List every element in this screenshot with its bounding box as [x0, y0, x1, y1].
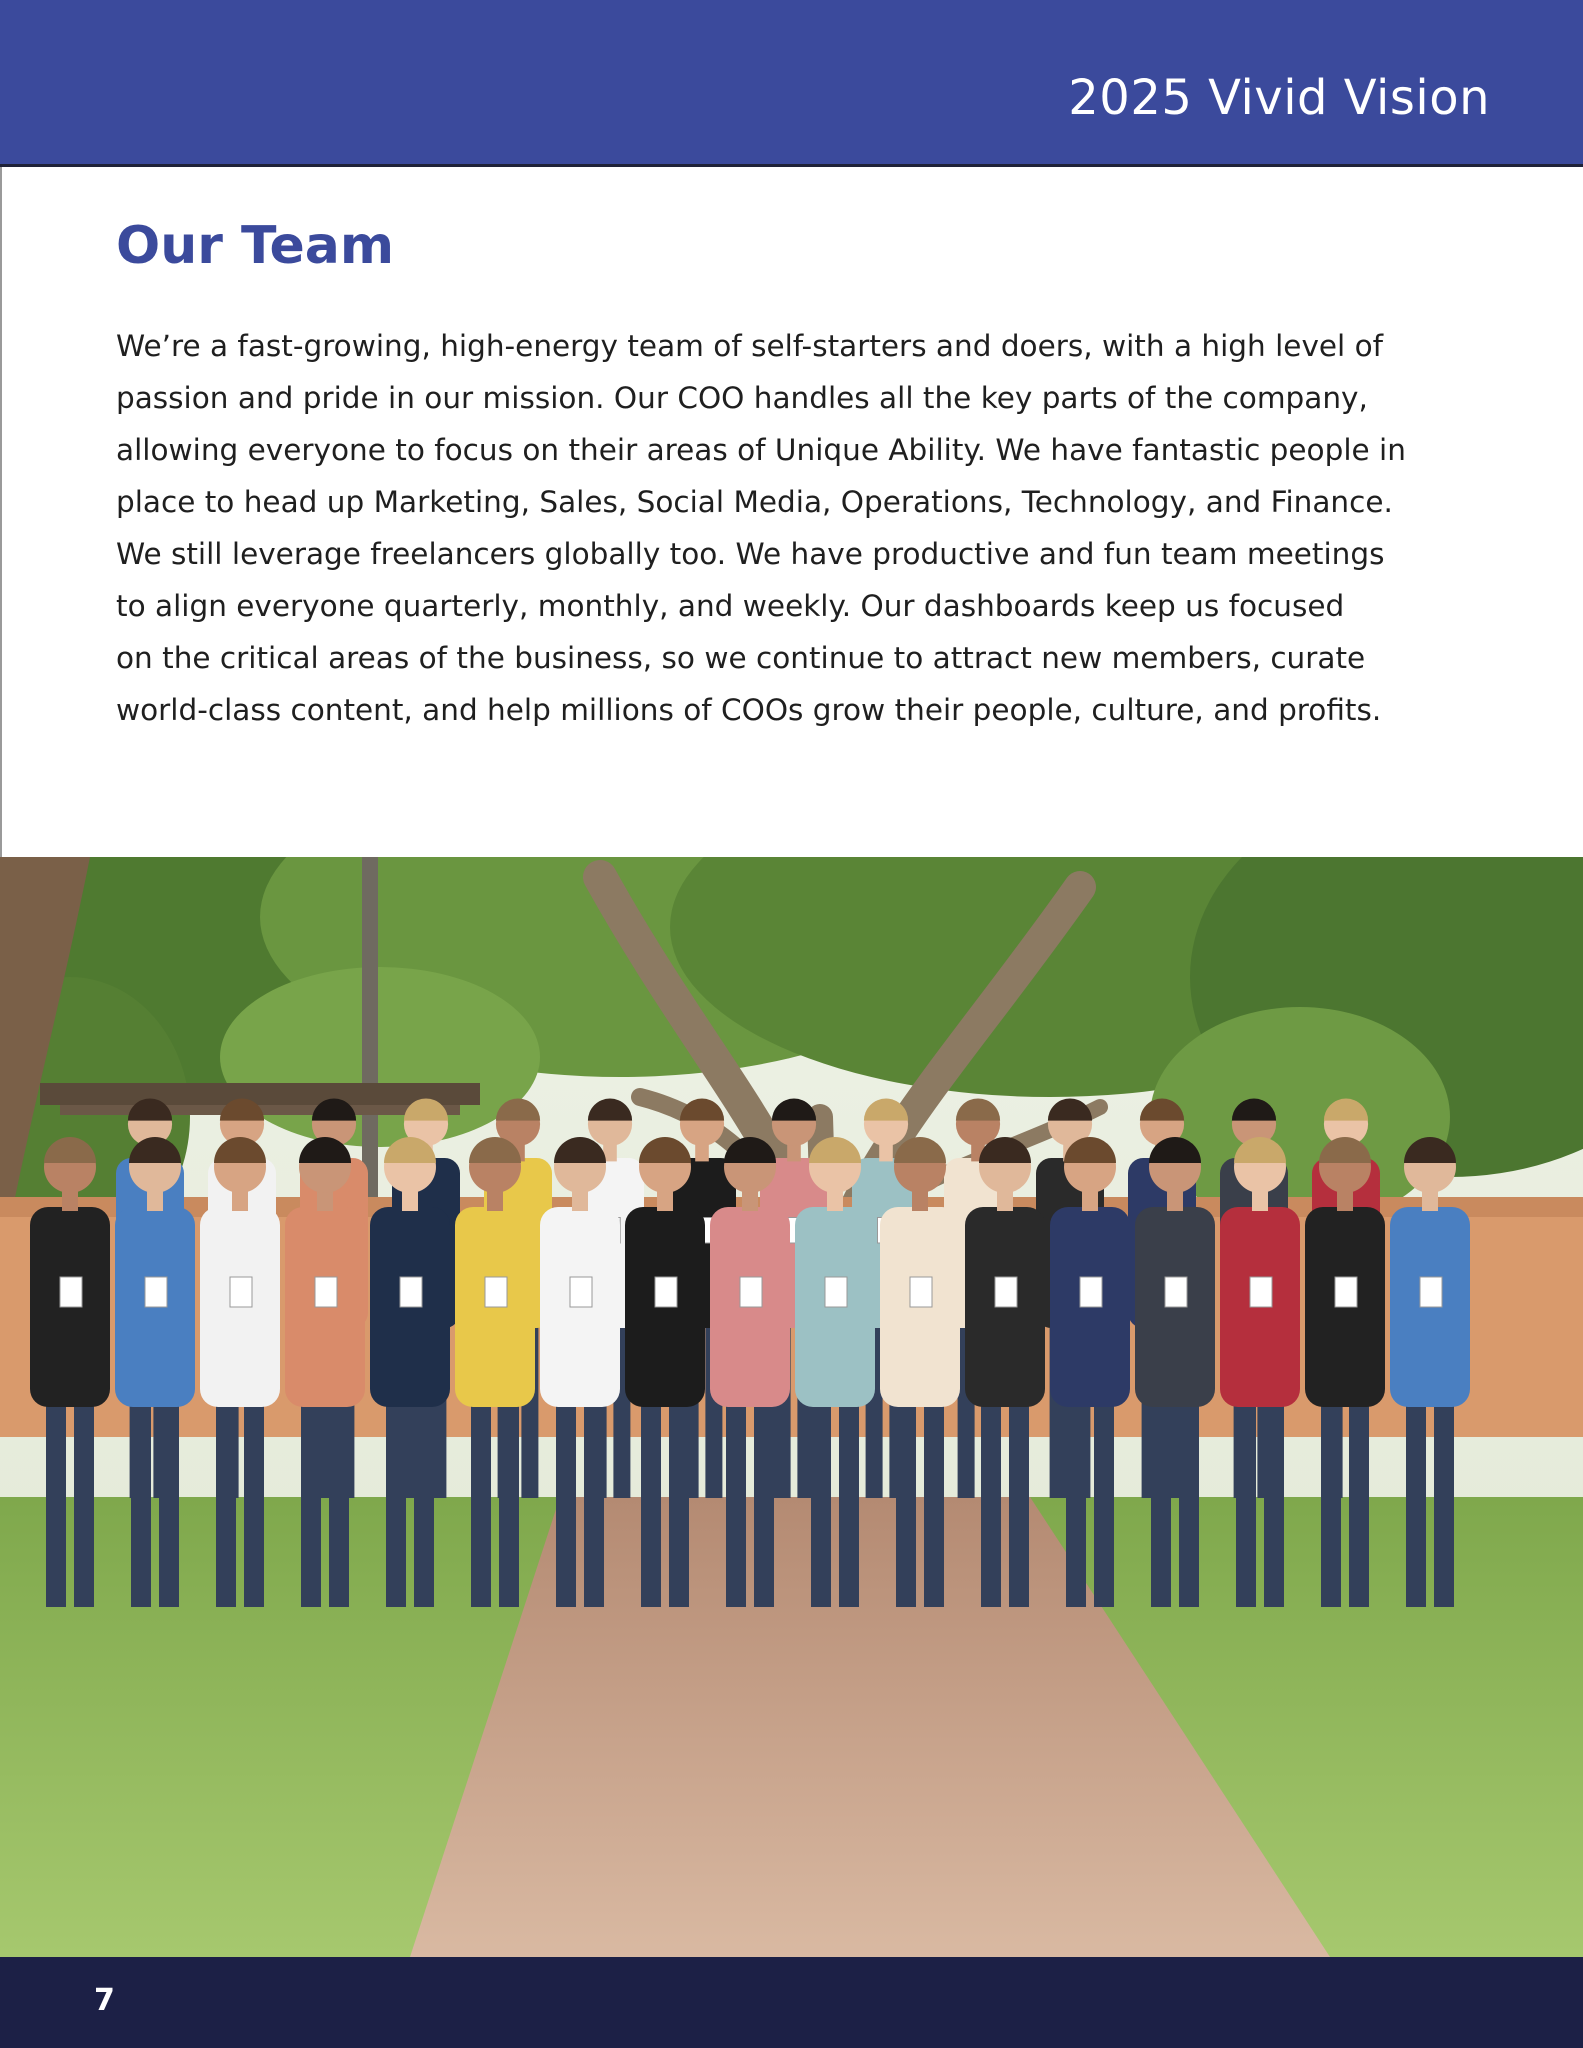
- page-number: 7: [94, 1983, 115, 2018]
- person-leg: [1349, 1397, 1369, 1607]
- section-body: [116, 320, 1486, 736]
- name-badge: [1335, 1277, 1357, 1307]
- person-leg: [159, 1397, 179, 1607]
- name-badge: [1165, 1277, 1187, 1307]
- name-badge: [1250, 1277, 1272, 1307]
- person-leg: [1406, 1397, 1426, 1607]
- person-leg: [981, 1397, 1001, 1607]
- person-leg: [386, 1397, 406, 1607]
- person-leg: [839, 1397, 859, 1607]
- person-leg: [1321, 1397, 1341, 1607]
- person-leg: [641, 1397, 661, 1607]
- person-leg: [471, 1397, 491, 1607]
- team-photo: [0, 857, 1583, 1957]
- person-leg: [414, 1397, 434, 1607]
- document-title: 2025 Vivid Vision: [1068, 70, 1490, 126]
- person-leg: [499, 1397, 519, 1607]
- name-badge: [570, 1277, 592, 1307]
- person-leg: [216, 1397, 236, 1607]
- person-leg: [896, 1397, 916, 1607]
- name-badge: [995, 1277, 1017, 1307]
- person-leg: [669, 1397, 689, 1607]
- name-badge: [145, 1277, 167, 1307]
- name-badge: [825, 1277, 847, 1307]
- section-title: Our Team: [116, 216, 395, 276]
- name-badge: [230, 1277, 252, 1307]
- name-badge: [315, 1277, 337, 1307]
- person-leg: [924, 1397, 944, 1607]
- person-leg: [1009, 1397, 1029, 1607]
- body-line: We still leverage freelancers globally too. We have productive and fun team meetings: [116, 537, 1385, 571]
- body-line: on the critical areas of the business, so we continue to attract new members, curate: [116, 641, 1366, 675]
- person-leg: [329, 1397, 349, 1607]
- person-leg: [1236, 1397, 1256, 1607]
- person-leg: [556, 1397, 576, 1607]
- body-line: place to head up Marketing, Sales, Social Media, Operations, Technology, and Finance.: [116, 485, 1393, 519]
- person-leg: [1094, 1397, 1114, 1607]
- body-line: world-class content, and help millions of COOs grow their people, culture, and profits.: [116, 693, 1382, 727]
- person-leg: [1264, 1397, 1284, 1607]
- name-badge: [400, 1277, 422, 1307]
- person-leg: [811, 1397, 831, 1607]
- person-leg: [726, 1397, 746, 1607]
- name-badge: [910, 1277, 932, 1307]
- page-edge-line: [0, 167, 2, 857]
- person-leg: [1151, 1397, 1171, 1607]
- person-leg: [301, 1397, 321, 1607]
- body-line: We’re a fast-growing, high-energy team of self-starters and doers, with a high level of: [116, 329, 1384, 363]
- person-leg: [46, 1397, 66, 1607]
- name-badge: [740, 1277, 762, 1307]
- person-leg: [1179, 1397, 1199, 1607]
- person-leg: [74, 1397, 94, 1607]
- person-leg: [244, 1397, 264, 1607]
- name-badge: [60, 1277, 82, 1307]
- person-leg: [1434, 1397, 1454, 1607]
- name-badge: [1420, 1277, 1442, 1307]
- body-line: passion and pride in our mission. Our COO handles all the key parts of the company,: [116, 381, 1368, 415]
- body-line: allowing everyone to focus on their areas of Unique Ability. We have fantastic people in: [116, 433, 1406, 467]
- team-photo-illustration: [0, 857, 1583, 1957]
- name-badge: [485, 1277, 507, 1307]
- page-footer: [0, 1957, 1583, 2048]
- person-leg: [1066, 1397, 1086, 1607]
- person-leg: [131, 1397, 151, 1607]
- name-badge: [655, 1277, 677, 1307]
- person-leg: [754, 1397, 774, 1607]
- page-header: [0, 0, 1583, 167]
- body-line: to align everyone quarterly, monthly, and weekly. Our dashboards keep us focused: [116, 589, 1345, 623]
- name-badge: [1080, 1277, 1102, 1307]
- person-leg: [584, 1397, 604, 1607]
